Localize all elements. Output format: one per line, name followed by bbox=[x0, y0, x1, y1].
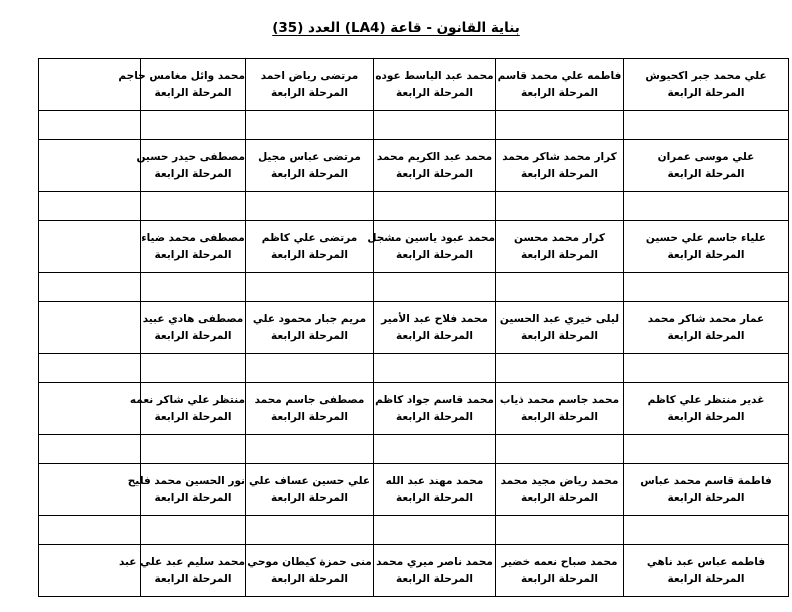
stage-label: المرحلة الرابعة bbox=[271, 410, 348, 423]
student-name: غدير منتظر علي كاظم bbox=[647, 393, 765, 406]
empty-cell bbox=[141, 273, 246, 302]
student-cell bbox=[141, 221, 246, 273]
stage-label: المرحلة الرابعة bbox=[521, 410, 598, 423]
student-row bbox=[39, 59, 789, 111]
empty-seat-cell bbox=[39, 59, 141, 111]
student-name: كرار محمد محسن bbox=[514, 231, 605, 244]
stage-label: المرحلة الرابعة bbox=[667, 167, 745, 180]
student-name: محمد عبود ياسين مشجل bbox=[367, 231, 495, 244]
student-name: محمد فلاح عبد الأمير bbox=[381, 312, 488, 325]
stage-label: المرحلة الرابعة bbox=[154, 572, 232, 585]
stage-label: المرحلة الرابعة bbox=[154, 167, 232, 180]
student-cell bbox=[246, 59, 374, 111]
empty-cell bbox=[39, 354, 141, 383]
stage-label: المرحلة الرابعة bbox=[154, 491, 232, 504]
empty-cell bbox=[39, 111, 141, 140]
seating-table-body bbox=[39, 59, 789, 597]
student-row bbox=[39, 140, 789, 192]
page-title: بناية القانون - قاعة (LA4) العدد (35) bbox=[272, 20, 520, 36]
student-name: نور الحسين محمد فليح bbox=[127, 474, 245, 487]
empty-cell bbox=[141, 435, 246, 464]
empty-cell bbox=[624, 192, 789, 221]
student-name: فاطمة قاسم محمد عباس bbox=[640, 474, 772, 487]
seating-table bbox=[38, 58, 789, 597]
empty-cell bbox=[374, 516, 496, 545]
student-row bbox=[39, 221, 789, 273]
student-name: مصطفى حيدر حسين bbox=[136, 150, 245, 163]
stage-label: المرحلة الرابعة bbox=[396, 329, 473, 342]
empty-cell bbox=[374, 111, 496, 140]
student-cell bbox=[129, 383, 246, 435]
empty-cell bbox=[496, 192, 624, 221]
stage-label: المرحلة الرابعة bbox=[396, 167, 473, 180]
student-cell bbox=[496, 383, 624, 435]
student-name: محمد وائل مغامس حاجم bbox=[118, 69, 245, 82]
stage-label: المرحلة الرابعة bbox=[667, 572, 745, 585]
empty-cell bbox=[141, 111, 246, 140]
student-name: مرتضى عباس مجيل bbox=[258, 150, 361, 163]
empty-cell bbox=[141, 354, 246, 383]
student-cell bbox=[624, 140, 789, 192]
student-row bbox=[39, 302, 789, 354]
empty-cell bbox=[496, 516, 624, 545]
student-name: فاطمه علي محمد قاسم bbox=[497, 69, 622, 82]
empty-cell bbox=[374, 273, 496, 302]
stage-label: المرحلة الرابعة bbox=[271, 572, 348, 585]
stage-label: المرحلة الرابعة bbox=[271, 491, 348, 504]
student-name: محمد صباح نعمه خضير bbox=[501, 555, 618, 568]
student-name: محمد عبد الباسط عوده bbox=[375, 69, 494, 82]
student-name: علي حسين عساف علي bbox=[248, 474, 371, 487]
empty-seat-cell bbox=[39, 464, 141, 516]
stage-label: المرحلة الرابعة bbox=[396, 410, 473, 423]
student-cell bbox=[127, 464, 246, 516]
stage-label: المرحلة الرابعة bbox=[396, 491, 473, 504]
empty-seat-cell bbox=[39, 545, 141, 597]
stage-label: المرحلة الرابعة bbox=[521, 572, 598, 585]
student-cell bbox=[246, 383, 374, 435]
student-name: مصطفى جاسم محمد bbox=[254, 393, 365, 406]
stage-label: المرحلة الرابعة bbox=[667, 248, 745, 261]
stage-label: المرحلة الرابعة bbox=[521, 248, 598, 261]
student-name: منتظر علي شاكر نعمه bbox=[129, 393, 245, 406]
empty-cell bbox=[496, 111, 624, 140]
student-name: مريم جبار محمود علي bbox=[252, 312, 367, 325]
empty-cell bbox=[246, 192, 374, 221]
student-row bbox=[39, 383, 789, 435]
student-name: مرتضى علي كاظم bbox=[261, 231, 358, 244]
empty-cell bbox=[624, 516, 789, 545]
spacer-row bbox=[39, 273, 789, 302]
student-cell bbox=[246, 221, 374, 273]
spacer-row bbox=[39, 111, 789, 140]
student-cell bbox=[374, 59, 496, 111]
student-cell bbox=[374, 302, 496, 354]
stage-label: المرحلة الرابعة bbox=[396, 86, 473, 99]
student-cell bbox=[246, 302, 374, 354]
empty-cell bbox=[141, 192, 246, 221]
student-name: علي موسى عمران bbox=[657, 150, 755, 163]
student-cell bbox=[141, 302, 246, 354]
spacer-row bbox=[39, 354, 789, 383]
empty-cell bbox=[39, 192, 141, 221]
empty-cell bbox=[624, 111, 789, 140]
empty-cell bbox=[374, 192, 496, 221]
student-name: مرتضى رياض احمد bbox=[260, 69, 359, 82]
student-row bbox=[39, 464, 789, 516]
student-cell bbox=[246, 545, 374, 597]
student-name: علي محمد جبر اكحيوش bbox=[645, 69, 767, 82]
student-cell bbox=[118, 545, 246, 597]
stage-label: المرحلة الرابعة bbox=[667, 86, 745, 99]
student-cell bbox=[374, 545, 496, 597]
student-cell bbox=[118, 59, 246, 111]
student-cell bbox=[374, 464, 496, 516]
student-cell bbox=[496, 302, 624, 354]
stage-label: المرحلة الرابعة bbox=[271, 329, 348, 342]
student-name: عمار محمد شاكر محمد bbox=[647, 312, 765, 325]
empty-cell bbox=[246, 435, 374, 464]
empty-cell bbox=[496, 354, 624, 383]
student-cell bbox=[496, 221, 624, 273]
empty-cell bbox=[246, 273, 374, 302]
student-name: محمد جاسم محمد ذياب bbox=[499, 393, 620, 406]
empty-cell bbox=[246, 516, 374, 545]
empty-cell bbox=[246, 354, 374, 383]
empty-cell bbox=[246, 111, 374, 140]
stage-label: المرحلة الرابعة bbox=[271, 167, 348, 180]
stage-label: المرحلة الرابعة bbox=[154, 329, 232, 342]
student-cell bbox=[367, 221, 496, 273]
empty-cell bbox=[374, 354, 496, 383]
student-name: ليلى خيري عبد الحسين bbox=[499, 312, 620, 325]
student-cell bbox=[496, 59, 624, 111]
spacer-row bbox=[39, 192, 789, 221]
student-name: فاطمه عباس عبد ناهي bbox=[646, 555, 766, 568]
stage-label: المرحلة الرابعة bbox=[521, 329, 598, 342]
student-name: محمد سليم عبد علي عبد bbox=[118, 555, 245, 568]
spacer-row bbox=[39, 516, 789, 545]
stage-label: المرحلة الرابعة bbox=[271, 86, 348, 99]
student-cell bbox=[624, 545, 789, 597]
student-cell bbox=[496, 545, 624, 597]
student-cell bbox=[246, 464, 374, 516]
empty-cell bbox=[496, 273, 624, 302]
student-cell bbox=[624, 383, 789, 435]
student-name: محمد عبد الكريم محمد bbox=[376, 150, 493, 163]
student-cell bbox=[624, 302, 789, 354]
student-cell bbox=[624, 59, 789, 111]
student-cell bbox=[496, 140, 624, 192]
stage-label: المرحلة الرابعة bbox=[154, 86, 232, 99]
stage-label: المرحلة الرابعة bbox=[667, 329, 745, 342]
stage-label: المرحلة الرابعة bbox=[521, 86, 598, 99]
student-cell bbox=[624, 221, 789, 273]
student-cell bbox=[136, 140, 246, 192]
student-name: منى حمزة كيطان موحي bbox=[247, 555, 372, 568]
empty-seat-cell bbox=[39, 140, 141, 192]
empty-cell bbox=[39, 516, 141, 545]
empty-cell bbox=[624, 435, 789, 464]
stage-label: المرحلة الرابعة bbox=[154, 248, 232, 261]
student-name: محمد ناصر ميري محمد bbox=[376, 555, 493, 568]
student-name: محمد رياض مجيد محمد bbox=[500, 474, 619, 487]
student-cell bbox=[246, 140, 374, 192]
stage-label: المرحلة الرابعة bbox=[396, 248, 473, 261]
empty-cell bbox=[624, 354, 789, 383]
spacer-row bbox=[39, 435, 789, 464]
student-name: مصطفى محمد ضياء bbox=[141, 231, 245, 244]
empty-cell bbox=[374, 435, 496, 464]
student-name: كرار محمد شاكر محمد bbox=[502, 150, 617, 163]
empty-cell bbox=[39, 273, 141, 302]
student-name: محمد مهند عبد الله bbox=[385, 474, 484, 487]
empty-seat-cell bbox=[39, 383, 141, 435]
empty-cell bbox=[141, 516, 246, 545]
student-row bbox=[39, 545, 789, 597]
student-cell bbox=[374, 383, 496, 435]
student-name: علياء جاسم علي حسين bbox=[645, 231, 767, 244]
empty-cell bbox=[496, 435, 624, 464]
stage-label: المرحلة الرابعة bbox=[521, 491, 598, 504]
stage-label: المرحلة الرابعة bbox=[667, 491, 745, 504]
student-name: مصطفى هادي عبيد bbox=[142, 312, 244, 325]
empty-cell bbox=[39, 435, 141, 464]
student-name: محمد قاسم جواد كاظم bbox=[375, 393, 494, 406]
stage-label: المرحلة الرابعة bbox=[154, 410, 232, 423]
empty-cell bbox=[624, 273, 789, 302]
empty-seat-cell bbox=[39, 302, 141, 354]
student-cell bbox=[496, 464, 624, 516]
stage-label: المرحلة الرابعة bbox=[521, 167, 598, 180]
student-cell bbox=[374, 140, 496, 192]
stage-label: المرحلة الرابعة bbox=[667, 410, 745, 423]
empty-seat-cell bbox=[39, 221, 141, 273]
stage-label: المرحلة الرابعة bbox=[271, 248, 348, 261]
stage-label: المرحلة الرابعة bbox=[396, 572, 473, 585]
student-cell bbox=[624, 464, 789, 516]
